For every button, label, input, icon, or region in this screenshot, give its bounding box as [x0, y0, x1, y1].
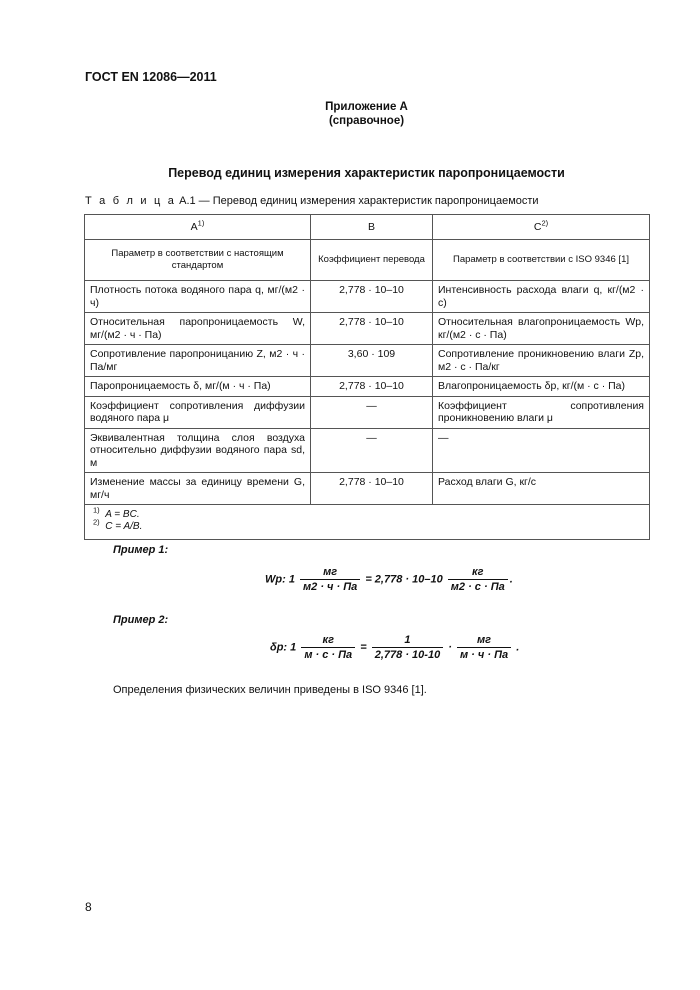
table-row [85, 428, 650, 473]
section-title: Перевод единиц измерения характеристик паропроницаемости [168, 166, 565, 180]
table-cell-c: Сопротивление проникновению влаги Zp, м2 · с · Па/кг [433, 345, 650, 377]
col-header-c: Параметр в соответствии с ISO 9346 [1] [433, 240, 650, 281]
formula-1: Wp: 1 $\frac{мг}{м2 \cdot ч \cdot Па}$ = 2,778 · 10–10 $\frac{кг}{м2 \cdot с \cdot Па}$ . [265, 566, 513, 593]
table-row [85, 313, 650, 345]
table-cell-a: Относительная паропроницаемость W, мг/(м2 · ч · Па) [85, 313, 311, 345]
fraction: $\frac{мг}{м \cdot ч \cdot Па}$ [457, 634, 511, 661]
table-cell-b: 3,60 · 109 [311, 345, 433, 377]
fraction: $\frac{кг}{м2 \cdot с \cdot Па}$ [448, 566, 508, 593]
table-cell-a: Паропроницаемость δ, мг/(м · ч · Па) [85, 377, 311, 397]
table-cell-b: 2,778 · 10–10 [311, 377, 433, 397]
example-2-label: Пример 2: [113, 614, 169, 626]
table-caption [85, 195, 539, 207]
annex-heading [0, 100, 700, 128]
page-number: 8 [85, 900, 92, 914]
document-header: ГОСТ EN 12086—2011 [85, 70, 217, 84]
col-letter-a: $A^{1)}$ [85, 215, 311, 240]
table-cell-a: Эквивалентная толщина слоя воздуха относительно диффузии водяного пара sd, м [85, 428, 311, 473]
table-cell-c: Коэффициент сопротивления проникновению влаги μ [433, 396, 650, 428]
table-letter-row [85, 215, 650, 240]
annex-subtitle: (справочное) [328, 115, 405, 127]
table-note: $^{1)}$ A = BC. [93, 505, 140, 520]
table-cell-a: Плотность потока водяного пара q, мг/(м2 · ч) [85, 281, 311, 313]
table-note: $^{2)}$ C = A/B. [93, 517, 143, 532]
formula-2: δp: 1 $\frac{кг}{м \cdot с \cdot Па}$ = $\frac{1}{2,778 \cdot 10-10}$ · $\frac{мг}{м \cdot ч \cdot Па}$ . [270, 634, 520, 661]
col-letter-b: B [311, 215, 433, 240]
table-header-row [85, 240, 650, 281]
annex-title: Приложение А [325, 101, 408, 113]
table-row [85, 473, 650, 505]
table-cell-b: — [311, 428, 433, 473]
table-caption-text: А.1 — Перевод единиц измерения характеристик паропроницаемости [176, 195, 539, 207]
fraction: $\frac{кг}{м \cdot с \cdot Па}$ [301, 634, 355, 661]
table-notes-row [85, 505, 650, 540]
conversion-table [84, 214, 650, 540]
table-row [85, 377, 650, 397]
col-header-a: Параметр в соответствии с настоящим стандартом [85, 240, 311, 281]
table-cell-a: Изменение массы за единицу времени G, мг/ч [85, 473, 311, 505]
example-1-label: Пример 1: [113, 544, 169, 556]
table-cell-b: — [311, 396, 433, 428]
col-letter-c: $C^{2)}$ [433, 215, 650, 240]
table-cell-b: 2,778 · 10–10 [311, 313, 433, 345]
table-cell-c: Влагопроницаемость δp, кг/(м · с · Па) [433, 377, 650, 397]
table-row [85, 345, 650, 377]
table-cell-c: Относительная влагопроницаемость Wp, кг/(м2 · с · Па) [433, 313, 650, 345]
table-row [85, 396, 650, 428]
table-cell-b: 2,778 · 10–10 [311, 281, 433, 313]
table-body [85, 281, 650, 505]
table-caption-prefix: Т а б л и ц а [85, 195, 177, 207]
table-row [85, 281, 650, 313]
fraction: $\frac{мг}{м2 \cdot ч \cdot Па}$ [300, 566, 360, 593]
table-cell-b: 2,778 · 10–10 [311, 473, 433, 505]
fraction: $\frac{1}{2,778 \cdot 10-10}$ [372, 634, 443, 661]
table-cell-c: Расход влаги G, кг/с [433, 473, 650, 505]
table-cell-c: Интенсивность расхода влаги q, кг/(м2 · с) [433, 281, 650, 313]
table-notes [85, 505, 650, 540]
table-cell-a: Сопротивление паропроницанию Z, м2 · ч · Па/мг [85, 345, 311, 377]
col-header-b: Коэффициент перевода [311, 240, 433, 281]
table-cell-c: — [433, 428, 650, 473]
table-cell-a: Коэффициент сопротивления диффузии водяного пара μ [85, 396, 311, 428]
definitions-note: Определения физических величин приведены в ISO 9346 [1]. [113, 684, 427, 696]
